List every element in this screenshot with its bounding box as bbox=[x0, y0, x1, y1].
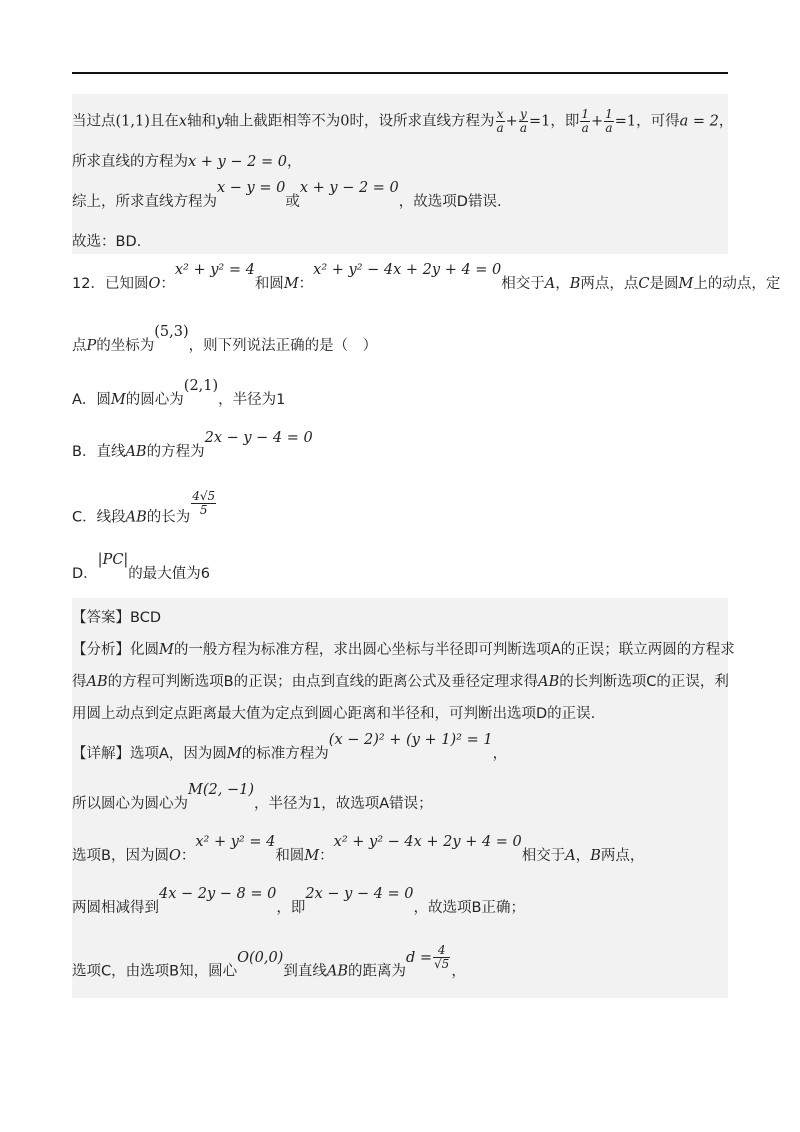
text: 的长为 bbox=[146, 509, 191, 526]
analysis-line-1 bbox=[72, 640, 735, 660]
text: 是圆 bbox=[649, 276, 679, 292]
math-d: d = bbox=[405, 949, 433, 966]
math-coordinate: (5,3) bbox=[154, 324, 189, 340]
math-equation: x² + y² = 4 bbox=[174, 262, 255, 278]
text: 的方程为 bbox=[146, 444, 205, 460]
text: 的标准方程为 bbox=[241, 746, 329, 762]
text: 用圆上动点到定点距离最大值为定点到圆心距离和半径和，可判断出选项D的正误. bbox=[72, 706, 596, 722]
math-equation: x² + y² = 4 bbox=[195, 834, 276, 850]
option-B bbox=[72, 430, 313, 462]
text: 综上，所求直线方程为 bbox=[72, 194, 217, 210]
math-A: A bbox=[544, 276, 556, 292]
denominator: a bbox=[581, 121, 589, 135]
detail-line-4 bbox=[72, 886, 525, 918]
text: 12．已知圆 bbox=[72, 276, 149, 292]
math-AB: AB bbox=[86, 674, 108, 690]
text: ，即 bbox=[276, 900, 306, 916]
math-point: (1,1) bbox=[115, 113, 150, 130]
text: ： bbox=[180, 848, 196, 864]
text: ： bbox=[160, 276, 175, 292]
text: B．直线 bbox=[72, 444, 126, 460]
solution-line-1 bbox=[72, 108, 733, 135]
math-equation: (x − 2)² + (y + 1)² = 1 bbox=[328, 732, 493, 748]
text: 所求直线的方程为 bbox=[72, 154, 188, 170]
question-12-line-1 bbox=[72, 262, 781, 294]
detail-line-3 bbox=[72, 834, 645, 866]
denominator: a bbox=[605, 121, 613, 135]
math-O: O(0,0) bbox=[237, 949, 284, 966]
text: 且在 bbox=[149, 113, 179, 130]
text: 的最大值为6 bbox=[128, 566, 211, 582]
math-AB: AB bbox=[125, 444, 147, 460]
text: ： bbox=[319, 848, 334, 864]
math-O: O bbox=[168, 848, 181, 864]
math-AB: AB bbox=[326, 963, 348, 980]
math-equation: 2x − y − 4 = 0 bbox=[305, 886, 414, 902]
math-zero: 0 bbox=[340, 113, 350, 130]
text: 和圆 bbox=[254, 276, 284, 292]
solution-line-2 bbox=[72, 152, 301, 172]
text: 所以圆心为圆心为 bbox=[72, 796, 188, 812]
answer-line bbox=[72, 608, 161, 628]
fraction-y-over-a bbox=[519, 108, 528, 135]
text: C．线段 bbox=[72, 509, 126, 526]
text: ： bbox=[298, 276, 314, 292]
text: 选项C，由选项B知，圆心 bbox=[72, 963, 238, 980]
numerator: x bbox=[496, 107, 504, 121]
math-equation: x² + y² − 4x + 2y + 4 = 0 bbox=[313, 262, 502, 278]
text: 的方程可判断选项B的正误；由点到直线的距离公式及垂径定理求得 bbox=[107, 674, 539, 690]
math-plus: + bbox=[590, 113, 604, 130]
math-equation: x + y − 2 = 0 bbox=[188, 154, 287, 170]
option-D bbox=[72, 552, 211, 584]
math-equation: x − y = 0 bbox=[217, 180, 286, 196]
numerator: 4 bbox=[433, 944, 450, 958]
text: 或 bbox=[285, 194, 300, 210]
text: ，半径为1 bbox=[218, 392, 286, 408]
numerator: 4√5 bbox=[192, 489, 216, 503]
numerator: y bbox=[520, 107, 527, 121]
analysis-line-3 bbox=[72, 704, 595, 724]
option-C bbox=[72, 489, 217, 531]
math-equation: x + y − 2 = 0 bbox=[299, 180, 399, 196]
math-M: M bbox=[226, 746, 242, 762]
text: 【分析】化圆 bbox=[72, 642, 159, 658]
detail-line-5 bbox=[72, 943, 466, 985]
text: ，则下列说法正确的是（ ） bbox=[188, 338, 378, 354]
math-equals-one: =1 bbox=[614, 113, 637, 130]
text: ，可得 bbox=[636, 113, 680, 130]
text: 轴和 bbox=[187, 113, 217, 130]
text: ， bbox=[492, 746, 508, 762]
math-PC: |PC| bbox=[97, 552, 129, 568]
fraction-4-over-sqrt5 bbox=[433, 944, 450, 971]
text: ， bbox=[286, 154, 302, 170]
text: ， bbox=[555, 276, 570, 292]
text: 两点， bbox=[600, 848, 645, 864]
text: A．圆 bbox=[72, 392, 111, 408]
math-B: B bbox=[590, 848, 601, 864]
math-equals-one: =1 bbox=[528, 113, 551, 130]
math-equation: x² + y² − 4x + 2y + 4 = 0 bbox=[333, 834, 522, 850]
math-B: B bbox=[569, 276, 581, 292]
text: 两点，点 bbox=[580, 276, 639, 292]
text: 得 bbox=[72, 674, 87, 690]
text: 【详解】选项A，因为圆 bbox=[72, 746, 227, 762]
math-M: M bbox=[304, 848, 320, 864]
fraction-x-over-a bbox=[496, 108, 505, 135]
math-C: C bbox=[638, 276, 650, 292]
math-M: M bbox=[110, 392, 126, 408]
detail-line-1 bbox=[72, 732, 508, 764]
math-M: M bbox=[159, 642, 174, 658]
text: ，半径为1，故选项A错误； bbox=[253, 796, 433, 812]
numerator: 1 bbox=[581, 107, 589, 121]
math-equation: 4x − 2y − 8 = 0 bbox=[159, 886, 277, 902]
text: 两圆相减得到 bbox=[72, 900, 159, 916]
fraction-1-over-a-2 bbox=[604, 108, 614, 135]
question-12-line-2 bbox=[72, 324, 378, 356]
detail-line-2 bbox=[72, 782, 433, 814]
denominator: a bbox=[496, 121, 504, 135]
text: 时，设所求直线方程为 bbox=[349, 113, 495, 130]
math-M: M bbox=[283, 276, 299, 292]
fraction-1-over-a bbox=[580, 108, 590, 135]
math-equation: 2x − y − 4 = 0 bbox=[204, 430, 313, 446]
text: 相交于 bbox=[521, 848, 566, 864]
text: ，故选项B正确； bbox=[413, 900, 525, 916]
text: 【答案】BCD bbox=[72, 610, 161, 626]
text: 点 bbox=[72, 338, 87, 354]
text: D． bbox=[72, 566, 98, 582]
text: 轴上截距相等不为 bbox=[224, 113, 341, 130]
denominator: a bbox=[519, 121, 527, 135]
math-x: x bbox=[178, 113, 188, 130]
numerator: 1 bbox=[605, 107, 613, 121]
text: ， bbox=[451, 963, 466, 980]
text: 的一般方程为标准方程，求出圆心坐标与半径即可判断选项A的正误；联立两圆的方程求 bbox=[173, 642, 735, 658]
header-rule bbox=[72, 72, 728, 74]
text: 到直线 bbox=[283, 963, 327, 980]
solution-line-3 bbox=[72, 180, 502, 212]
text: 的长判断选项C的正误，利 bbox=[559, 674, 729, 690]
denominator: √5 bbox=[434, 957, 450, 971]
text: 的坐标为 bbox=[96, 338, 155, 354]
text: 的距离为 bbox=[347, 963, 406, 980]
text: ，即 bbox=[550, 113, 580, 130]
math-AB: AB bbox=[538, 674, 560, 690]
math-plus: + bbox=[505, 113, 518, 130]
math-AB: AB bbox=[125, 509, 147, 526]
text: ， bbox=[575, 848, 591, 864]
math-y: y bbox=[216, 113, 225, 130]
solution-line-4 bbox=[72, 232, 141, 252]
math-A: A bbox=[565, 848, 576, 864]
text: ，故选项D错误. bbox=[398, 194, 502, 210]
text: 选项B，因为圆 bbox=[72, 848, 169, 864]
text: 的圆心为 bbox=[125, 392, 184, 408]
text: 上的动点，定 bbox=[693, 276, 781, 292]
math-M: M bbox=[678, 276, 694, 292]
option-A bbox=[72, 378, 286, 410]
math-a-value: a = 2 bbox=[679, 113, 719, 130]
math-O: O bbox=[148, 276, 161, 292]
text: ， bbox=[718, 113, 734, 130]
text: 当过点 bbox=[72, 113, 116, 130]
text: 和圆 bbox=[275, 848, 305, 864]
text: 相交于 bbox=[501, 276, 545, 292]
math-P: P bbox=[86, 338, 97, 354]
analysis-line-2 bbox=[72, 672, 729, 692]
math-center: (2,1) bbox=[183, 378, 219, 394]
text: 故选：BD. bbox=[72, 234, 142, 250]
denominator: 5 bbox=[199, 503, 208, 517]
fraction-4sqrt5-over-5 bbox=[191, 490, 216, 517]
math-center: M(2, −1) bbox=[188, 782, 254, 798]
